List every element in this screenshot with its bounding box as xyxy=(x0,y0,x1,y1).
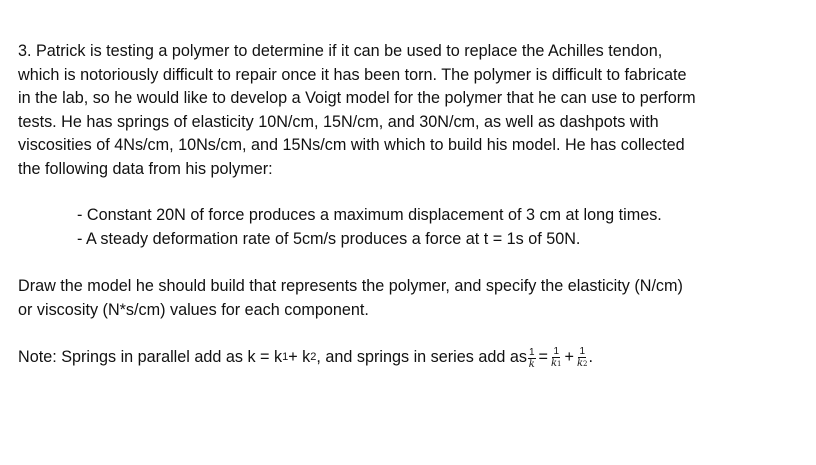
fraction-denominator xyxy=(577,358,588,370)
problem-line: the following data from his polymer: xyxy=(18,159,273,178)
fraction-one-over-k1 xyxy=(551,346,562,370)
fraction-numerator: 1 xyxy=(553,346,560,357)
problem-line: 3. Patrick is testing a polymer to determine if it can be used to replace the Achilles tendon, xyxy=(18,42,663,60)
fraction-one-over-k xyxy=(528,347,536,370)
data-list xyxy=(77,204,798,251)
list-item: - Constant 20N of force produces a maximum displacement of 3 cm at long times. xyxy=(77,206,662,224)
equals-sign: = xyxy=(538,348,548,367)
fraction-one-over-k2 xyxy=(577,346,588,370)
problem-line: in the lab, so he would like to develop a Voigt model for the polymer that he can use to perform xyxy=(18,89,696,107)
task-instructions xyxy=(18,275,798,322)
problem-line: viscosities of 4Ns/cm, 10Ns/cm, and 15Ns/cm with which to build his model. He has collected xyxy=(18,136,685,154)
fraction-denominator xyxy=(551,358,562,370)
subscript: 1 xyxy=(557,360,562,368)
fraction-numerator: 1 xyxy=(528,346,535,358)
list-item: - A steady deformation rate of 5cm/s produces a force at t = 1s of 50N. xyxy=(77,229,581,248)
plus-sign: + xyxy=(564,348,574,367)
subscript: 2 xyxy=(583,360,588,368)
fraction-denominator: k xyxy=(528,358,535,370)
problem-statement xyxy=(18,40,798,181)
note-prefix: Note: Springs in parallel add as k = k xyxy=(18,348,283,367)
problem-line: which is notoriously difficult to repair once it has been torn. The polymer is difficult to fabricate xyxy=(18,65,687,84)
denominator-variable: k xyxy=(550,358,558,369)
note-plus: + k xyxy=(288,348,311,367)
problem-document xyxy=(18,40,798,370)
subscript: 2 xyxy=(310,351,317,364)
task-line: or viscosity (N*s/cm) values for each component. xyxy=(18,300,369,319)
denominator-variable: k xyxy=(576,358,584,369)
task-line: Draw the model he should build that represents the polymer, and specify the elasticity (N/cm) xyxy=(18,277,683,295)
fraction-numerator: 1 xyxy=(579,346,586,357)
problem-line: tests. He has springs of elasticity 10N/cm, 15N/cm, and 30N/cm, as well as dashpots with xyxy=(18,112,659,131)
note-line xyxy=(18,346,798,370)
note-period: . xyxy=(588,348,594,367)
note-middle: , and springs in series add as xyxy=(316,348,527,367)
subscript: 1 xyxy=(282,351,289,364)
